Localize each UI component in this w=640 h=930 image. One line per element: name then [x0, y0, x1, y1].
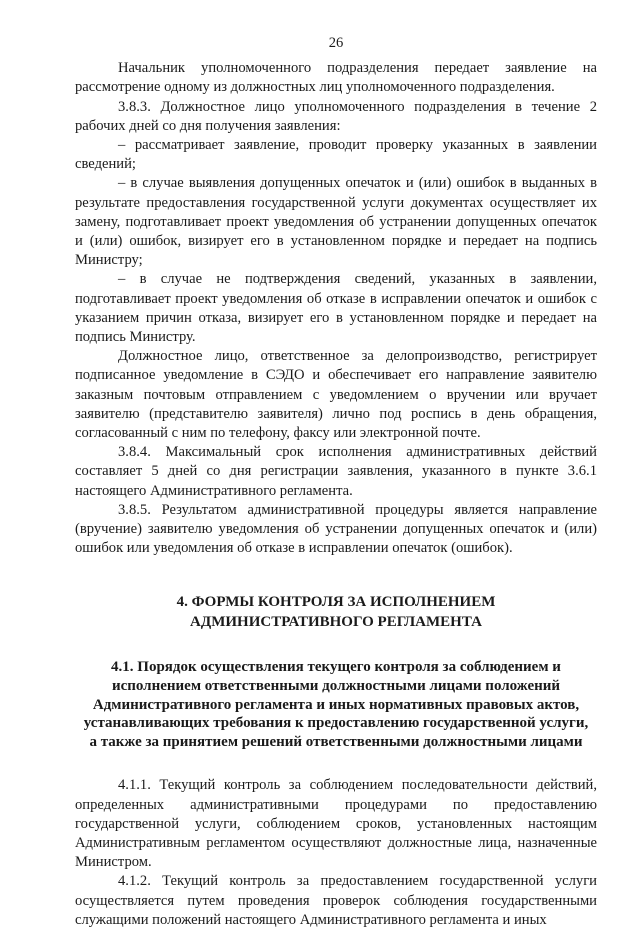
subsection-heading-line: устанавливающих требования к предоставлению государственной услуги,	[83, 715, 589, 732]
subsection-heading-line: Административного регламента и иных нормативных правовых актов,	[92, 696, 580, 713]
paragraph-4-1-2: 4.1.2. Текущий контроль за предоставлением государственной услуги осуществляется путем проведения проверок соблюдения государственными служащими положений настоящего Административного регламента и иных	[75, 873, 597, 928]
page-number: 26	[328, 35, 344, 51]
subsection-heading-line: 4.1. Порядок осуществления текущего контроля за соблюдением и	[111, 659, 561, 676]
paragraph-transfer: Начальник уполномоченного подразделения передает заявление на рассмотрение одному из должностных лиц уполномоченного подразделения.	[75, 60, 597, 96]
section-heading-line: АДМИНИСТРАТИВНОГО РЕГЛАМЕНТА	[190, 613, 482, 630]
list-item-review: – рассматривает заявление, проводит проверку указанных в заявлении сведений;	[75, 137, 597, 173]
subsection-heading-line: а также за принятием решений ответственными должностными лицами	[89, 733, 583, 750]
paragraph-3-8-5: 3.8.5. Результатом административной процедуры является направление (вручение) заявителю уведомления об устранении допущенных опечаток и (или) ошибок или уведомления об отказе в исправлении опечаток (ошибок).	[75, 501, 597, 557]
section-heading	[75, 593, 597, 632]
list-item-errors-found: – в случае выявления допущенных опечаток и (или) ошибок в выданных в результате предоставления государственной услуги документах осуществляет их замену, подготавливает проект уведомления об устранении допущенных опечаток и (или) ошибок, визирует его в установленном порядке и передает на подпись Министру;	[75, 175, 597, 269]
section-heading-line: 4. ФОРМЫ КОНТРОЛЯ ЗА ИСПОЛНЕНИЕМ	[176, 594, 496, 611]
list-item-not-confirmed: – в случае не подтверждения сведений, указанных в заявлении, подготавливает проект уведомления об отказе в исправлении опечаток и ошибок с указанием причин отказа, визирует его в установленном порядке и передает на подпись Министру.	[75, 271, 597, 346]
subsection-heading	[75, 658, 597, 751]
paragraph-3-8-3: 3.8.3. Должностное лицо уполномоченного подразделения в течение 2 рабочих дней со дня получения заявления:	[75, 98, 597, 134]
subsection-heading-line: исполнением ответственными должностными лицами положений	[111, 678, 561, 695]
paragraph-registration: Должностное лицо, ответственное за делопроизводство, регистрирует подписанное уведомление в СЭДО и обеспечивает его направление заявителю заказным почтовым отправлением с уведомлением о вручении или вручает заявителю (представителю заявителя) лично под роспись в день обращения, согласованный с ним по телефону, факсу или электронной почте.	[75, 348, 597, 442]
paragraph-4-1-1: 4.1.1. Текущий контроль за соблюдением последовательности действий, определенных административными процедурами по предоставлению государственной услуги, соблюдением сроков, установленных настоящим Административным регламентом осуществляют должностные лица, назначенные Министром.	[75, 777, 597, 871]
paragraph-3-8-4: 3.8.4. Максимальный срок исполнения административных действий составляет 5 дней со дня регистрации заявления, указанного в пункте 3.6.1 настоящего Административного регламента.	[75, 444, 597, 499]
document-page	[75, 34, 597, 930]
